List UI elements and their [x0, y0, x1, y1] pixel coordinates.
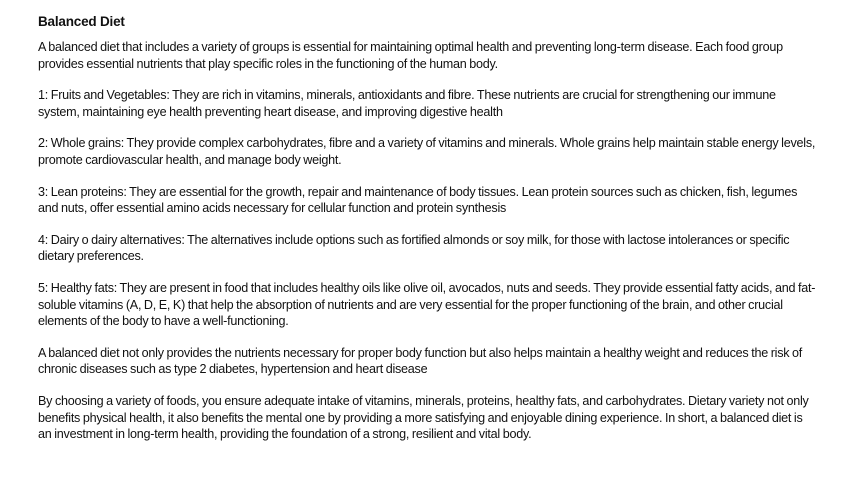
paragraph-conclusion: By choosing a variety of foods, you ensure adequate intake of vitamins, minerals, proteins, healthy fats, and carbohydrates. Dietary variety not only benefits physical health, it also benefits the mental one by providing a more satisfying and enjoyable dining experience. In short, a balanced diet is an investment in long-term health, providing the foundation of a strong, resilient and vital body. [38, 393, 809, 442]
paragraph-dairy: 4: Dairy o dairy alternatives: The alternatives include options such as fortified almonds or soy milk, for those with lactose intolerances or specific dietary preferences. [38, 232, 790, 264]
paragraph-whole-grains: 2: Whole grains: They provide complex carbohydrates, fibre and a variety of vitamins and minerals. Whole grains help maintain stable energy levels, promote cardiovascular health, and manage body weight. [38, 136, 816, 167]
paragraph-lean-proteins: 3: Lean proteins: They are essential for the growth, repair and maintenance of body tissues. Lean protein sources such as chicken, fish, legumes and nuts, offer essential amino acids necessary for cellular function and protein synthesis [38, 184, 798, 216]
paragraph-fruits-vegetables: 1: Fruits and Vegetables: They are rich in vitamins, minerals, antioxidants and fibre. These nutrients are crucial for strengthening our immune system, maintaining eye health preventing heart disease, and improving digestive health [38, 88, 776, 119]
paragraph-intro: A balanced diet that includes a variety of groups is essential for maintaining optimal health and preventing long-term disease. Each food group provides essential nutrients that play specific roles in the functioning of the human body. [38, 40, 783, 71]
paragraph-healthy-fats: 5: Healthy fats: They are present in food that includes healthy oils like olive oil, avocados, nuts and seeds. They provide essential fatty acids, and fat-soluble vitamins (A, D, E, K) that help the absorption of nutrients and are very essential for the proper functioning of the brain, and other crucial elements of the body to have a well-functioning. [38, 280, 816, 329]
document-title: Balanced Diet [38, 14, 125, 29]
paragraph-benefits: A balanced diet not only provides the nutrients necessary for proper body function but also helps maintain a healthy weight and reduces the risk of chronic diseases such as type 2 diabetes, hypertension and heart disease [38, 345, 803, 377]
